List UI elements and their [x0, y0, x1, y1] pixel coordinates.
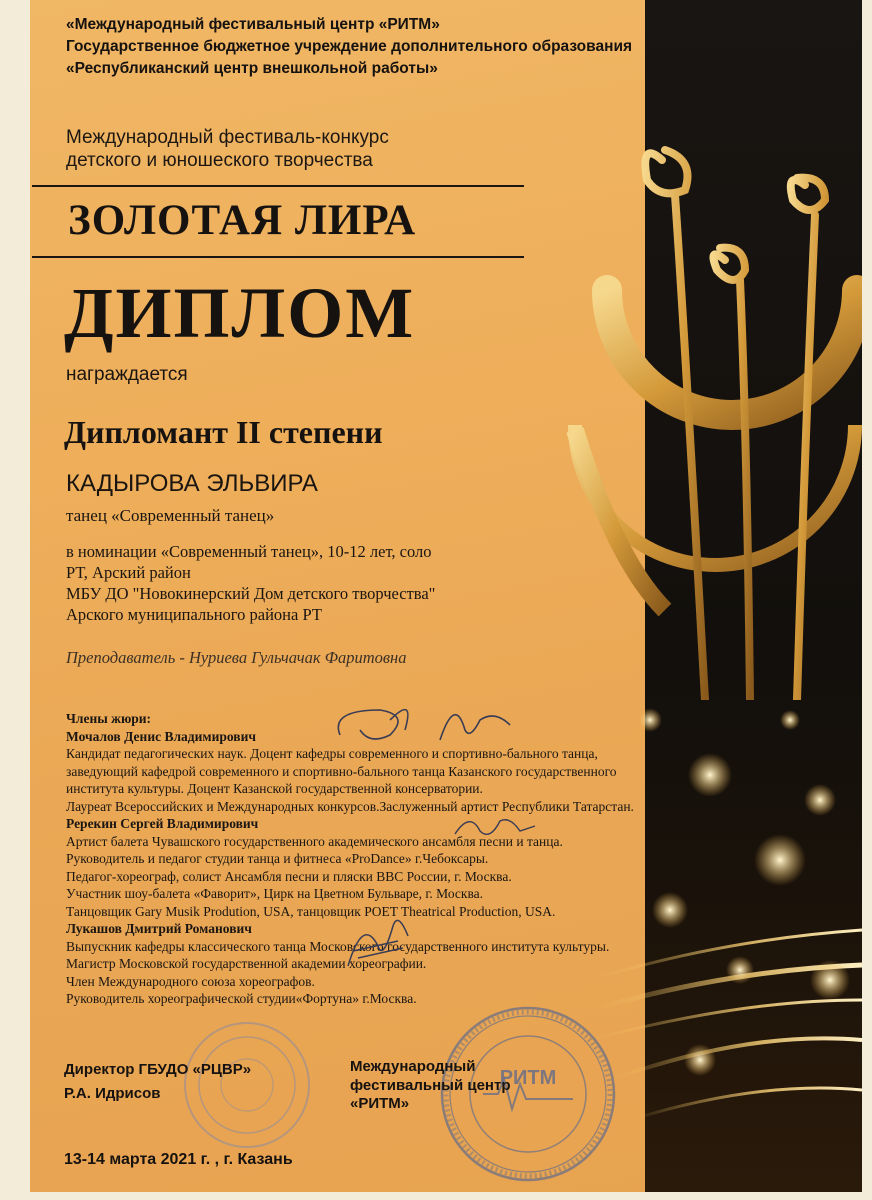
- center-line: Международный: [350, 1058, 476, 1075]
- jury-member-line: Руководитель и педагог студии танца и фитнеса «ProDance» г.Чебоксары.: [66, 851, 489, 866]
- organization-header: [66, 14, 632, 80]
- jury-signature-mochalov: [320, 690, 520, 760]
- divider-top: [32, 185, 524, 187]
- rhythm-center-signature-block: [350, 1058, 511, 1114]
- detail-line: МБУ ДО "Новокинерский Дом детского творчества": [66, 584, 436, 603]
- golden-lyre-emblem: [535, 140, 862, 700]
- jury-member-line: Артист балета Чувашского государственного академического ансамбля песни и танца.: [66, 833, 563, 849]
- jury-member-line: Педагог-хореограф, солист Ансамбля песни и пляски ВВС России, г. Москва.: [66, 868, 512, 884]
- festival-name: ЗОЛОТАЯ ЛИРА: [68, 197, 417, 244]
- festival-description: [66, 126, 389, 172]
- divider-bottom: [32, 256, 524, 258]
- jury-member-line: Выпускник кафедры классического танца Московского государственного института культуры.: [66, 938, 610, 954]
- jury-member-line: Участник шоу-балета «Фаворит», Цирк на Цветном Бульваре, г. Москва.: [66, 886, 484, 901]
- award-degree: Дипломант II степени: [64, 414, 383, 450]
- director-signature-block: [64, 1058, 251, 1106]
- jury-member-line: Лауреат Всероссийских и Международных конкурсов.Заслуженный артист Республики Татарстан.: [66, 798, 634, 814]
- jury-member-line: Член Международного союза хореографов.: [66, 973, 315, 989]
- organization-line: Государственное бюджетное учреждение дополнительного образования: [66, 38, 633, 55]
- seal-text: РИТМ: [499, 1067, 557, 1089]
- nomination-details: [66, 541, 435, 625]
- date-and-place: 13-14 марта 2021 г. , г. Казань: [64, 1151, 293, 1168]
- jury-member-line: института культуры. Доцент Казанской государственной консерватории.: [66, 781, 483, 796]
- diploma-sheet: [30, 0, 862, 1192]
- jury-signature-rerekin: [450, 806, 540, 846]
- jury-member-line: Танцовщик Gary Musik Prodution, USA, танцовщик POET Theatrical Production, USA.: [66, 903, 556, 919]
- dance-title: танец «Современный танец»: [66, 506, 275, 525]
- director-name: Р.А. Идрисов: [64, 1085, 161, 1102]
- jury-member-name: Ререкин Сергей Владимирович: [66, 816, 259, 831]
- jury-member-line: заведующий кафедрой современного и спортивно-бального танца Казанского государственного: [66, 763, 617, 779]
- teacher-line: Преподаватель - Нуриева Гульчачак Фаритовна: [66, 648, 407, 667]
- jury-member-line: Кандидат педагогических наук. Доцент кафедры современного и спортивно-бального танца,: [66, 746, 598, 761]
- detail-line: Арского муниципального района РТ: [66, 605, 322, 624]
- jury-member-line: Магистр Московской государственной академии хореографии.: [66, 956, 427, 971]
- diploma-title: ДИПЛОМ: [64, 273, 416, 353]
- awarded-label: награждается: [66, 364, 188, 385]
- festival-line: Международный фестиваль-конкурс: [66, 127, 389, 148]
- detail-line: РТ, Арский район: [66, 563, 191, 582]
- jury-member-name: Лукашов Дмитрий Романович: [66, 921, 252, 936]
- director-title: Директор ГБУДО «РЦВР»: [64, 1061, 252, 1078]
- jury-signature-lukashov: [338, 906, 418, 976]
- jury-member-name: Мочалов Денис Владимирович: [66, 728, 256, 744]
- center-line: «РИТМ»: [350, 1095, 410, 1112]
- festival-line: детского и юношеского творчества: [66, 150, 373, 171]
- jury-heading: Члены жюри:: [66, 711, 152, 726]
- organization-line: «Республиканский центр внешкольной работы»: [66, 60, 438, 77]
- organization-line: «Международный фестивальный центр «РИТМ»: [66, 16, 440, 33]
- center-line: фестивальный центр: [350, 1076, 511, 1094]
- participant-name: КАДЫРОВА ЭЛЬВИРА: [66, 470, 318, 497]
- jury-member-line: Руководитель хореографической студии«Фортуна» г.Москва.: [66, 991, 417, 1006]
- detail-line: в номинации «Современный танец», 10-12 лет, соло: [66, 542, 432, 561]
